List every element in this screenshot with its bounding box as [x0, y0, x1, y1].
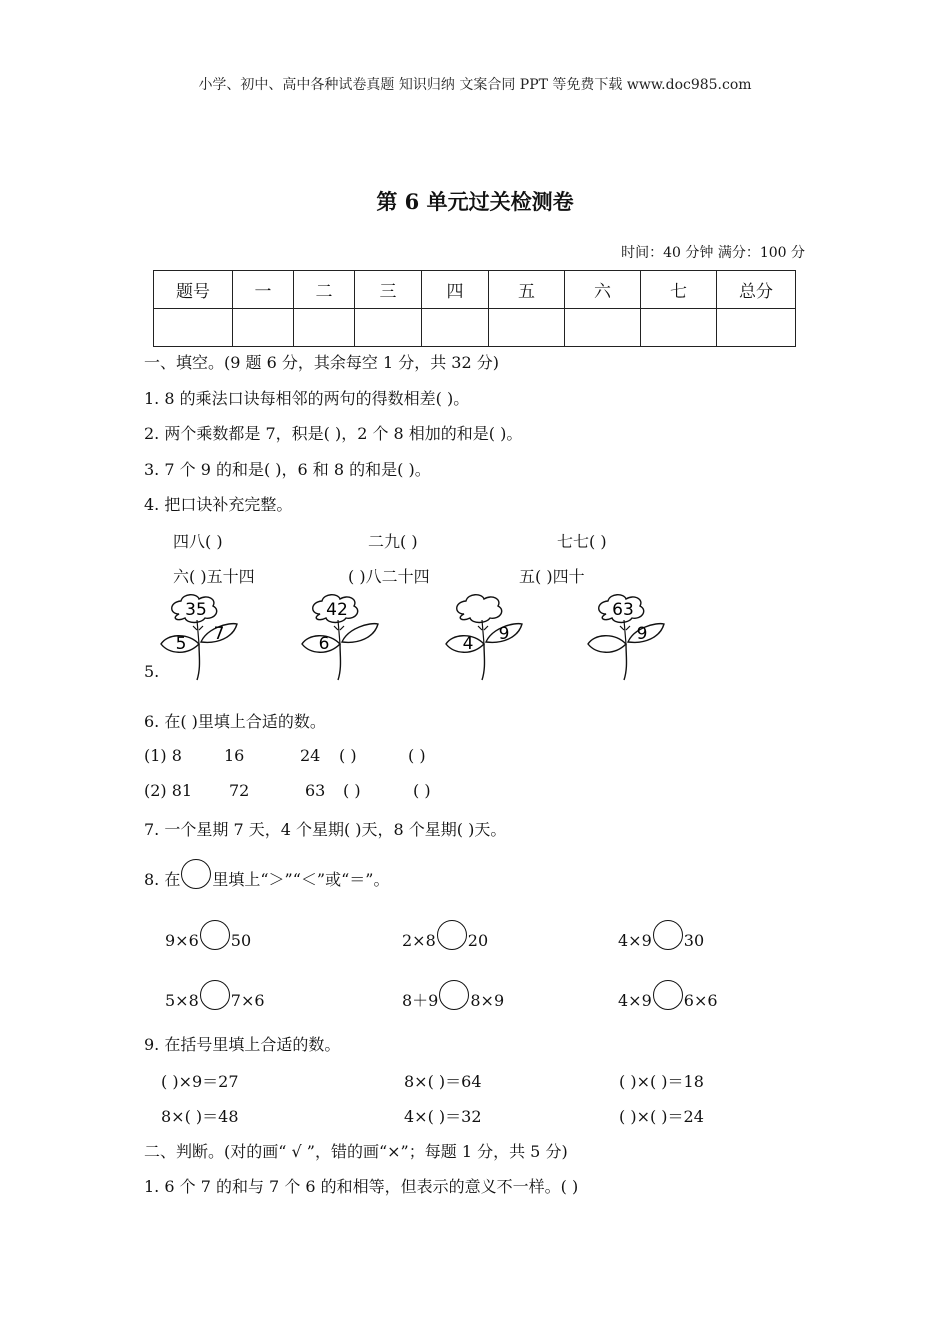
score-table-header-row	[154, 271, 796, 309]
q6-1-item: ( )	[339, 746, 357, 765]
question-4: 4. 把口诀补充完整。	[144, 495, 293, 514]
q8-left: 8＋9	[402, 991, 439, 1010]
q8-left: 9×6	[165, 931, 199, 950]
flower-right-number: 9	[636, 624, 648, 644]
header-cell: 四	[422, 271, 489, 309]
question-2: 2. 两个乘数都是 7，积是( )，2 个 8 相加的和是( )。	[144, 424, 523, 443]
q6-1-item: ( )	[408, 746, 426, 765]
section2-heading: 二、判断。(对的画“ √ ”，错的画“×”；每题 1 分，共 5 分)	[144, 1142, 568, 1161]
flower-top-number: 42	[326, 600, 348, 620]
q8-right: 7×6	[230, 991, 265, 1010]
flower-figure	[298, 592, 398, 687]
q8-right: 30	[683, 931, 705, 950]
q9-item: 4×( )＝32	[404, 1107, 482, 1126]
header-cell: 一	[233, 271, 294, 309]
q8-right: 8×9	[470, 991, 505, 1010]
header-cell: 六	[565, 271, 641, 309]
q6-2-item: 63	[305, 781, 326, 800]
header-cell: 五	[489, 271, 565, 309]
q6-1-item: (1) 8	[144, 746, 182, 765]
comparison-circle-icon[interactable]	[653, 920, 683, 950]
q4-item: ( )八二十四	[348, 567, 430, 586]
q6-2-item: ( )	[413, 781, 431, 800]
question-5: 5.	[144, 662, 160, 681]
q9-item: ( )×( )＝18	[619, 1072, 704, 1091]
q4-item: 二九( )	[368, 532, 418, 551]
question-9: 9. 在括号里填上合适的数。	[144, 1035, 341, 1054]
header-cell: 二	[294, 271, 355, 309]
q6-1-item: 24	[300, 746, 321, 765]
q8-item	[165, 980, 265, 1010]
q8-suffix: 里填上“＞”“＜”或“＝”。	[212, 870, 390, 889]
comparison-circle-icon	[181, 859, 211, 889]
q9-item: 8×( )＝64	[404, 1072, 482, 1091]
q6-2-item: (2) 81	[144, 781, 193, 800]
score-cell[interactable]	[717, 309, 796, 347]
flower-right-number: 9	[498, 624, 510, 644]
score-table	[153, 270, 796, 347]
flower-top-number: 35	[185, 600, 207, 620]
q4-item: 四八( )	[173, 532, 223, 551]
header-cell: 七	[641, 271, 717, 309]
score-cell[interactable]	[233, 309, 294, 347]
q9-item: ( )×9＝27	[161, 1072, 239, 1091]
question-6: 6. 在( )里填上合适的数。	[144, 712, 326, 731]
flower-left-number: 4	[462, 634, 474, 654]
flower-figure	[584, 592, 684, 687]
q8-item	[402, 980, 504, 1011]
comparison-circle-icon[interactable]	[200, 920, 230, 950]
score-table-blank-row	[154, 309, 796, 347]
site-banner: 小学、初中、高中各种试卷真题 知识归纳 文案合同 PPT 等免费下载 www.doc985.com	[198, 77, 752, 93]
question-8	[144, 859, 389, 890]
q4-item: 七七( )	[557, 532, 607, 551]
flower-figure	[442, 592, 542, 687]
score-cell[interactable]	[489, 309, 565, 347]
flower-left-number: 5	[175, 634, 187, 654]
question-3: 3. 7 个 9 的和是( )，6 和 8 的和是( )。	[144, 460, 431, 479]
page-title: 第 6 单元过关检测卷	[376, 189, 574, 214]
q9-item: ( )×( )＝24	[619, 1107, 704, 1126]
score-cell[interactable]	[355, 309, 422, 347]
q8-right: 20	[467, 931, 489, 950]
q9-item: 8×( )＝48	[161, 1107, 239, 1126]
q8-right: 50	[230, 931, 252, 950]
score-cell[interactable]	[422, 309, 489, 347]
q8-item	[618, 920, 704, 950]
header-cell: 三	[355, 271, 422, 309]
q8-item	[618, 980, 718, 1010]
q8-prefix: 8. 在	[144, 870, 181, 889]
q8-left: 4×9	[618, 931, 652, 950]
q8-left: 2×8	[402, 931, 436, 950]
q8-item	[165, 920, 251, 950]
comparison-circle-icon[interactable]	[653, 980, 683, 1010]
exam-meta: 时间：40 分钟 满分：100 分	[621, 245, 805, 261]
q8-left: 5×8	[165, 991, 199, 1010]
comparison-circle-icon[interactable]	[439, 980, 469, 1010]
q4-item: 五( )四十	[519, 567, 585, 586]
q8-item	[402, 920, 488, 950]
header-cell: 总分	[717, 271, 796, 309]
q8-right: 6×6	[683, 991, 718, 1010]
flower-figure	[157, 592, 257, 687]
score-cell[interactable]	[154, 309, 233, 347]
question-1: 1. 8 的乘法口诀每相邻的两句的得数相差( )。	[144, 389, 470, 408]
q8-left: 4×9	[618, 991, 652, 1010]
q4-item: 六( )五十四	[173, 567, 255, 586]
comparison-circle-icon[interactable]	[200, 980, 230, 1010]
header-cell: 题号	[154, 271, 233, 309]
flower-right-number: 7	[213, 624, 225, 644]
section1-heading: 一、填空。(9 题 6 分，其余每空 1 分，共 32 分)	[144, 353, 499, 372]
question-7: 7. 一个星期 7 天，4 个星期( )天，8 个星期( )天。	[144, 820, 507, 839]
q6-2-item: 72	[229, 781, 250, 800]
score-cell[interactable]	[294, 309, 355, 347]
judge-question-1: 1. 6 个 7 的和与 7 个 6 的和相等，但表示的意义不一样。( )	[144, 1177, 579, 1196]
q6-1-item: 16	[224, 746, 245, 765]
score-cell[interactable]	[565, 309, 641, 347]
score-cell[interactable]	[641, 309, 717, 347]
flower-top-number: 63	[612, 600, 634, 620]
q6-2-item: ( )	[343, 781, 361, 800]
flower-left-number: 6	[318, 634, 330, 654]
comparison-circle-icon[interactable]	[437, 920, 467, 950]
